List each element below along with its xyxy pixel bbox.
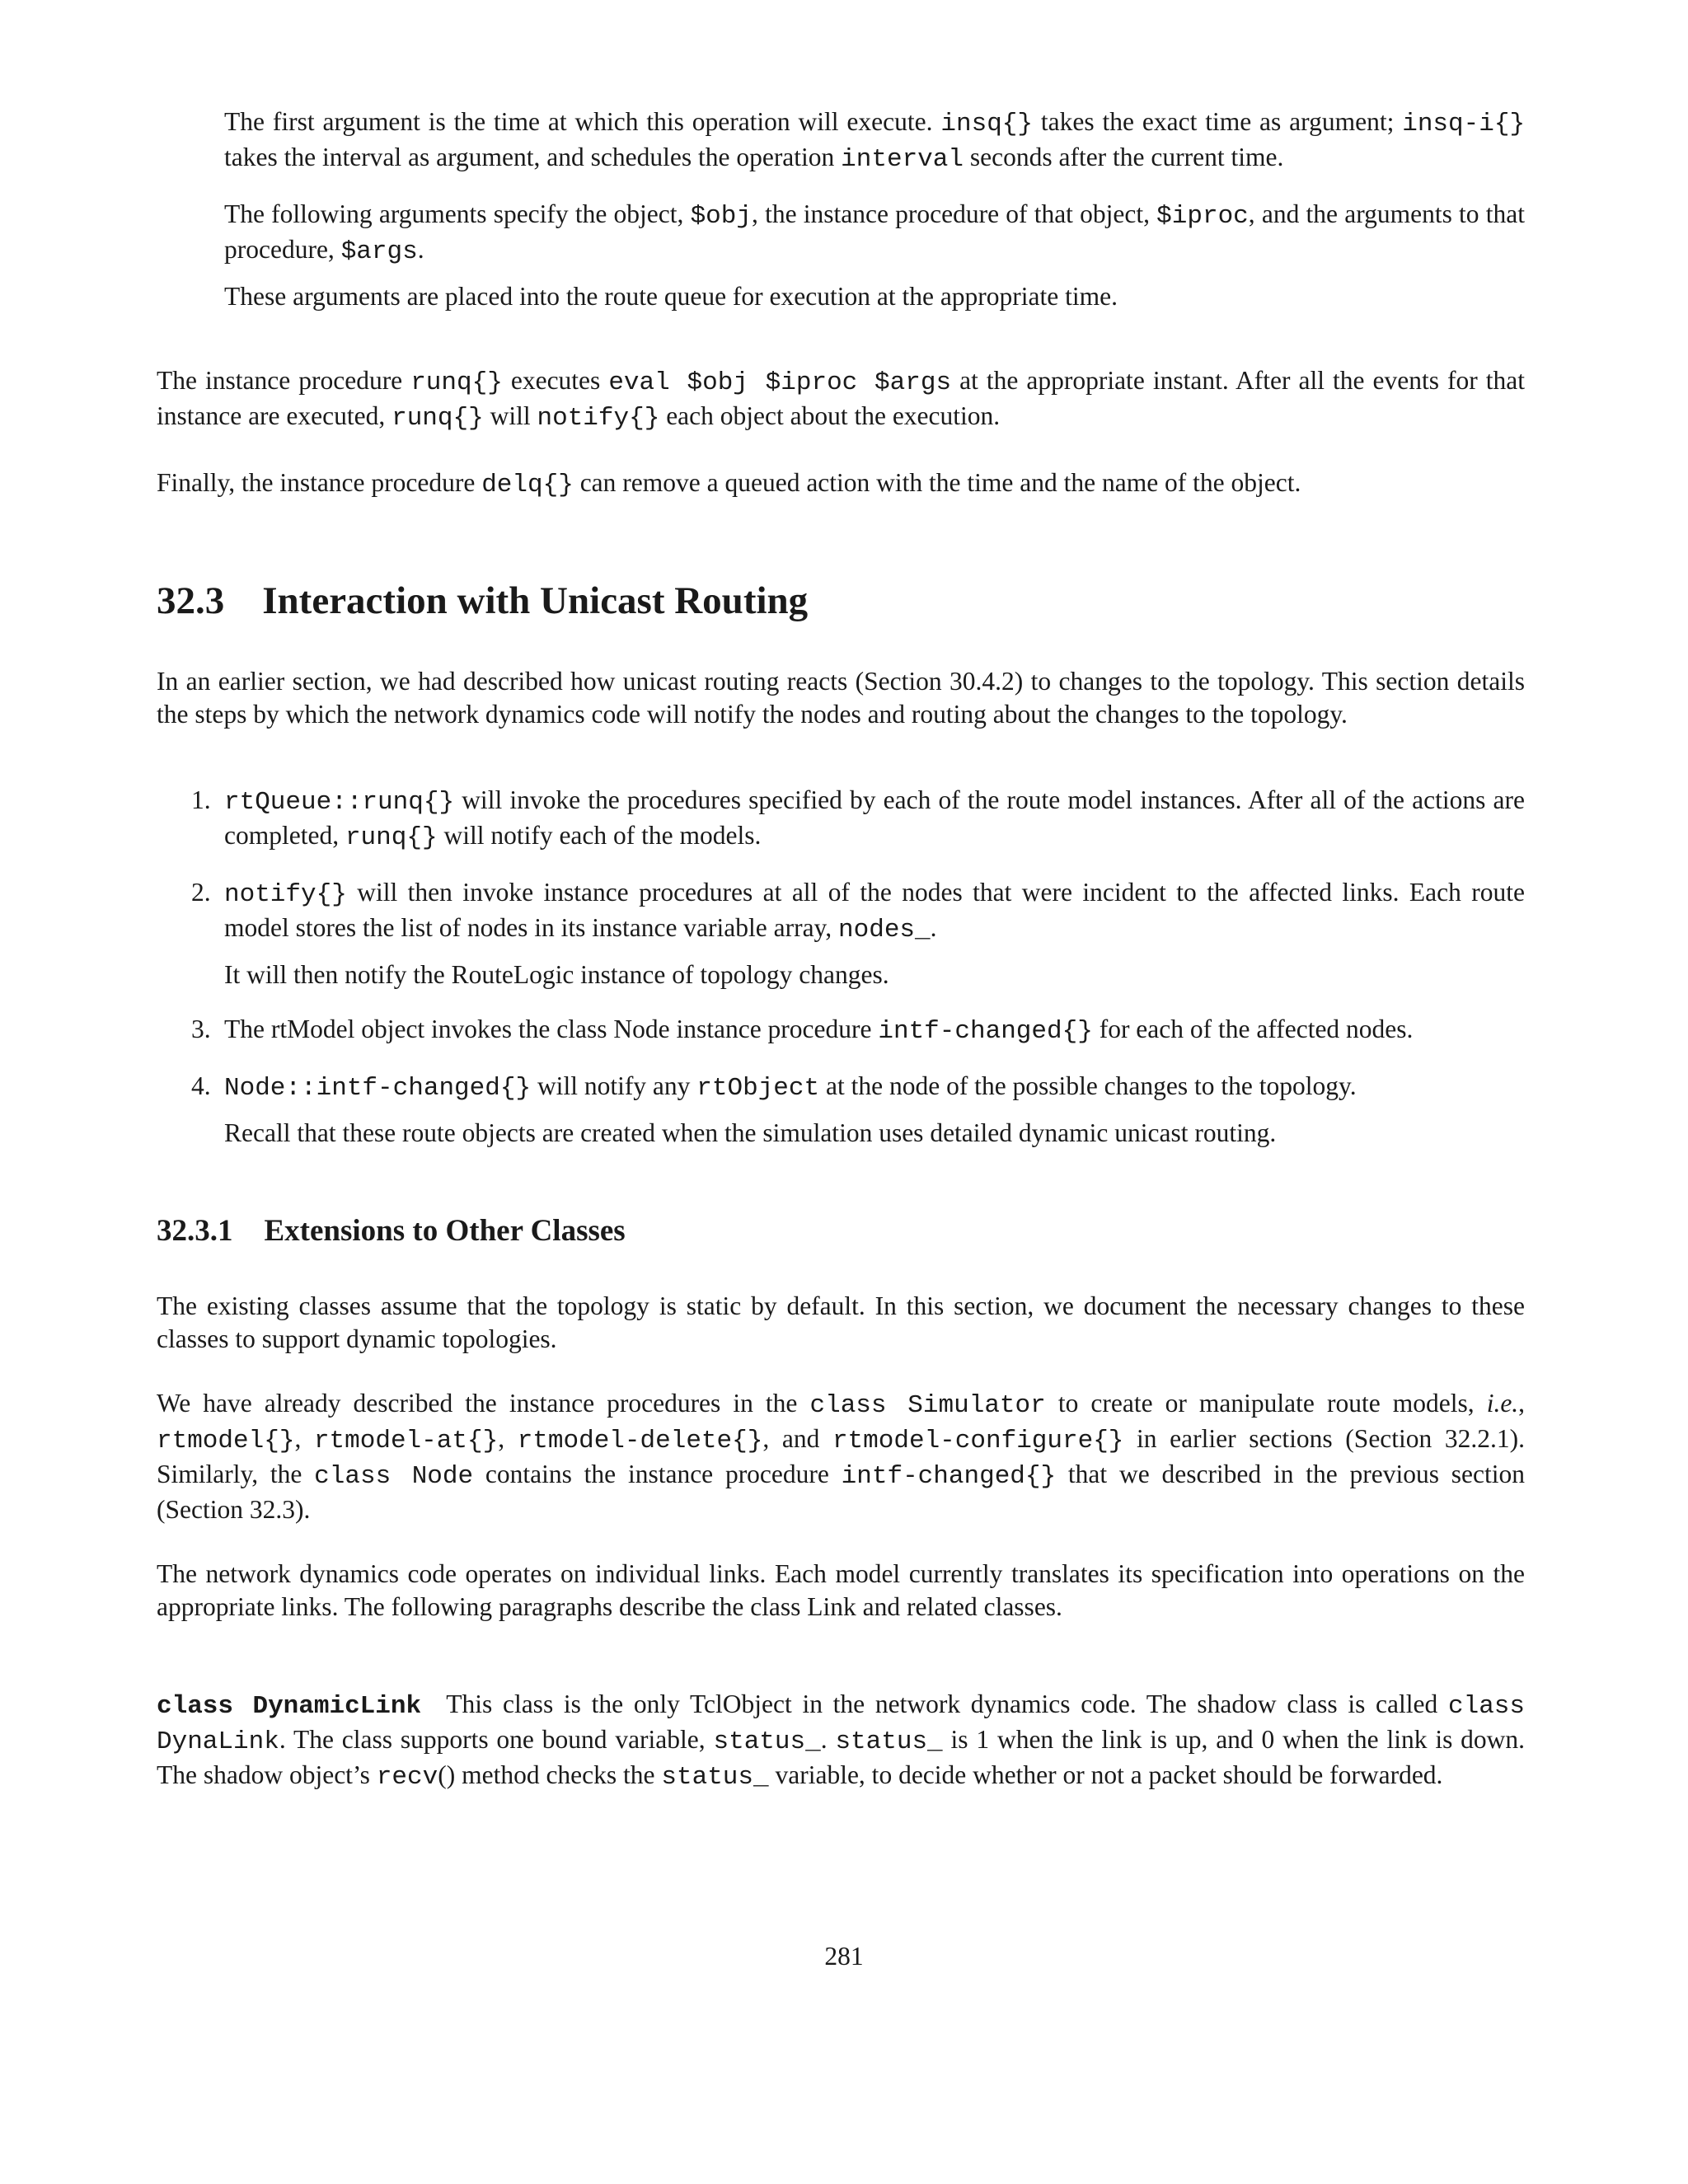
list-item: 2. notify{} will then invoke instance procedures at all of the nodes that were incident to the affected links. Each route model stores the list of nodes in its instance variable array, nodes_. It will then notify the RouteLogic instance of topology changes. xyxy=(191,878,1526,989)
paragraph-insq: The first argument is the time at which this operation will execute. insq{} takes the exact time as argument; insq-i{} takes the interval as argument, and schedules the operation interval seconds after the current time. xyxy=(224,107,1526,174)
paragraph-args: The following arguments specify the object, $obj, the instance procedure of that object, $iproc, and the arguments to that procedure, $args. xyxy=(224,199,1525,266)
document-page xyxy=(157,105,1525,1794)
list-item: 4. Node::intf-changed{} will notify any rtObject at the node of the possible changes to the topology. Recall that these route objects are created when the simulation uses detailed dynamic unicast routing. xyxy=(191,1071,1357,1147)
paragraph-runq: The instance procedure runq{} executes eval $obj $iproc $args at the appropriate instant. After all the events for that instance are executed, runq{} will notify{} each object about the execution. xyxy=(157,366,1525,433)
paragraph-existing: The existing classes assume that the topology is static by default. In this section, we document the necessary changes to these classes to support dynamic topologies. xyxy=(157,1291,1525,1353)
section-heading xyxy=(157,578,1525,624)
paragraph-placed: These arguments are placed into the route queue for execution at the appropriate time. xyxy=(224,282,1118,311)
paragraph-heading: class DynamicLink xyxy=(157,1692,422,1721)
paragraph-already: We have already described the instance procedures in the class Simulator to create or manipulate route models, i.e., rtmodel{}, rtmodel-at{}, rtmodel-delete{}, and rtmodel-configure{} in earlier sections (Section 32.2.1). Similarly, the class Node contains the instance procedure intf-changed{} that we described in the previous section (Section 32.3). xyxy=(157,1389,1526,1524)
section-number: 32.3 xyxy=(157,579,225,622)
list-item: 1. rtQueue::runq{} will invoke the procedures specified by each of the route model instances. After all of the actions are completed, runq{} will notify each of the models. xyxy=(191,785,1525,852)
paragraph-links: The network dynamics code operates on individual links. Each model currently translates its specification into operations on the appropriate links. The following paragraphs describe the class Link and related classes. xyxy=(157,1559,1525,1621)
page-number: 281 xyxy=(824,1942,864,1971)
paragraph-intro: In an earlier section, we had described how unicast routing reacts (Section 30.4.2) to changes to the topology. This section details the steps by which the network dynamics code will notify the nodes and routing about the changes to the topology. xyxy=(157,667,1525,729)
subsection-title: Extensions to Other Classes xyxy=(264,1214,626,1248)
subsection-number: 32.3.1 xyxy=(157,1214,233,1248)
subsection-heading xyxy=(157,1212,1525,1250)
section-title: Interaction with Unicast Routing xyxy=(262,579,809,622)
paragraph-delq: Finally, the instance procedure delq{} can remove a queued action with the time and the name of the object. xyxy=(157,468,1301,499)
steps-list xyxy=(157,784,1525,1150)
paragraph-dynamiclink: class DynamicLink This class is the only TclObject in the network dynamics code. The shadow class is called class DynaLink. The class supports one bound variable, status_. status_ is 1 when the link is up, and 0 when the link is down. The shadow object’s recv() method checks the status_ variable, to decide whether or not a packet should be forwarded. xyxy=(157,1690,1526,1792)
list-item: 3. The rtModel object invokes the class Node instance procedure intf-changed{} for each of the affected nodes. xyxy=(191,1015,1414,1046)
